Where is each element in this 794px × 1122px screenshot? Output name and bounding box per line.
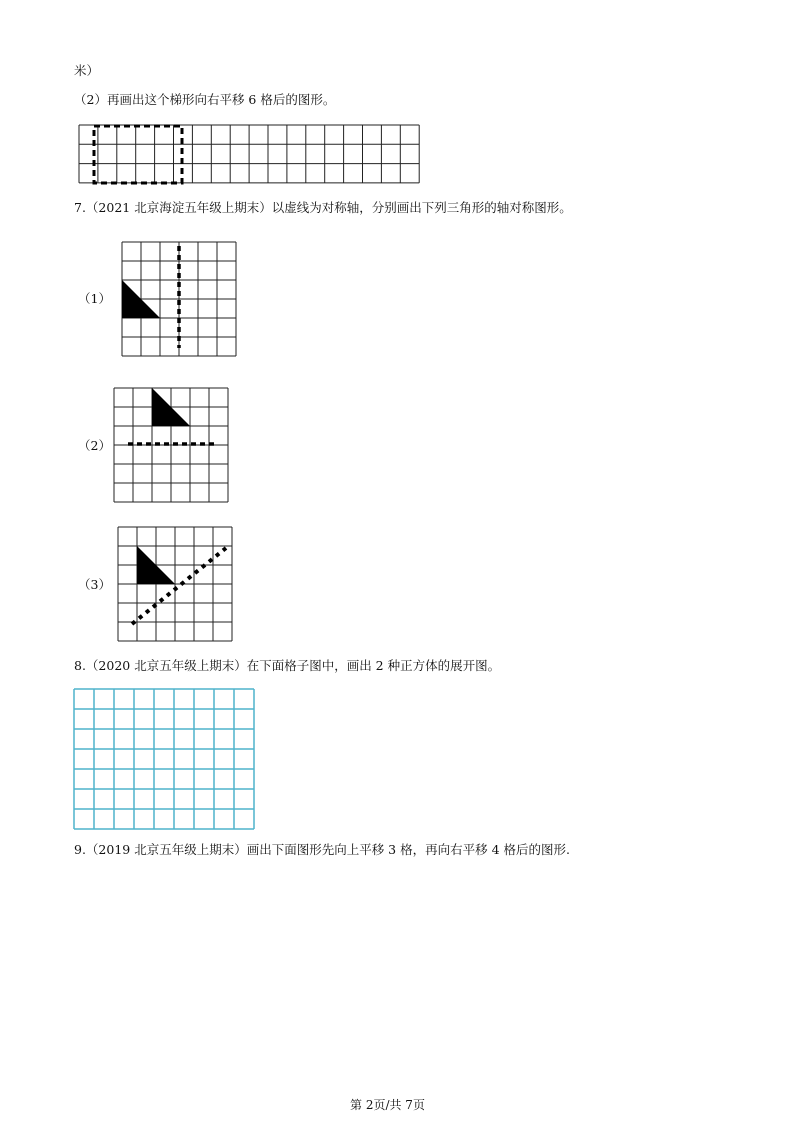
q9-prompt: 9.（2019 北京五年级上期末）画出下面图形先向上平移 3 格，再向右平移 4 格后的图形. xyxy=(74,842,570,857)
q7-label-1: （1） xyxy=(78,291,111,306)
q7-grid-2 xyxy=(114,388,229,503)
q6-dashed-trapezoid xyxy=(94,126,182,183)
q7-grid-3 xyxy=(118,527,233,642)
q7-grid-1 xyxy=(122,242,237,357)
page-footer: 第 2页/共 7页 xyxy=(350,1098,425,1112)
q7-label-2: （2） xyxy=(78,438,111,453)
q7-prompt: 7.（2021 北京海淀五年级上期末）以虚线为对称轴，分别画出下列三角形的轴对称图形。 xyxy=(74,200,572,215)
q6-grid-figure xyxy=(78,124,423,186)
q6-part2-instruction: （2）再画出这个梯形向右平移 6 格后的图形。 xyxy=(74,92,336,107)
q8-prompt: 8.（2020 北京五年级上期末）在下面格子图中，画出 2 种正方体的展开图。 xyxy=(74,658,501,673)
q7-label-3: （3） xyxy=(78,577,111,592)
continued-text-fragment: 米） xyxy=(74,63,100,78)
q8-blue-grid xyxy=(73,688,255,830)
